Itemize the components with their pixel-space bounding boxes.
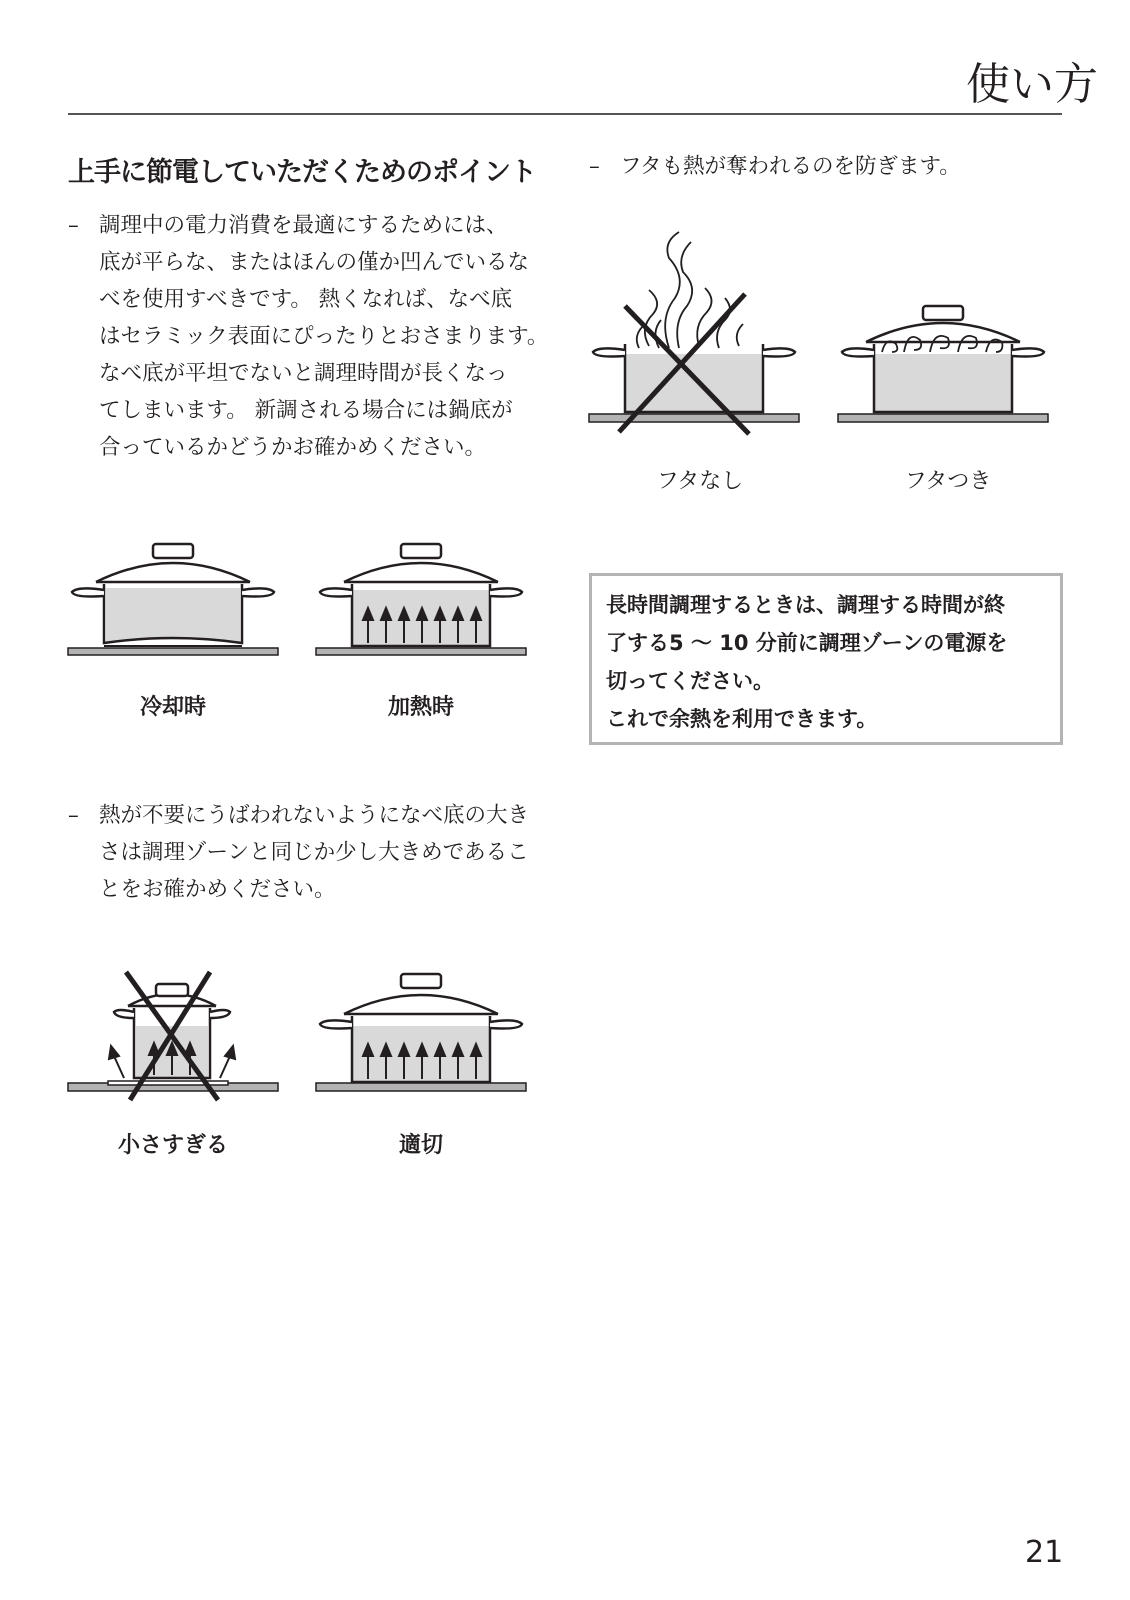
pot-cooling-figure (68, 548, 278, 668)
pot-with-lid-figure (838, 300, 1048, 430)
caption-cooling: 冷却時 (139, 695, 206, 720)
caption-with-lid: フタつき (904, 469, 992, 494)
section-title: 使い方 (966, 59, 1098, 110)
bullet-line: とをお確かめください。 (99, 877, 336, 902)
caption-heating: 加熱時 (387, 695, 454, 720)
bullet-line: はセラミック表面にぴったりとおさまります。 (99, 324, 549, 349)
caption-proper: 適切 (398, 1133, 443, 1158)
bullet-dash: – (68, 213, 79, 238)
note-line: これで余熱を利用できます。 (606, 707, 878, 731)
note-line: 長時間調理するときは、調理する時間が終 (606, 593, 1005, 617)
header-divider (68, 113, 1062, 115)
caption-too-small: 小さすぎる (117, 1133, 228, 1158)
bullet-line: なべ底が平坦でないと調理時間が長くなっ (99, 361, 508, 386)
bullet-line: 底が平らな、またはほんの僅か凹んでいるな (99, 250, 530, 275)
note-line: 了する5 ～ 10 分前に調理ゾーンの電源を (606, 631, 1008, 655)
caption-no-lid: フタなし (656, 469, 744, 494)
pot-too-small-figure (68, 978, 278, 1108)
pot-heating-figure (316, 548, 526, 668)
bullet-line: フタも熱が奪われるのを防ぎます。 (620, 154, 961, 179)
bullet-dash: – (68, 803, 79, 828)
residual-heat-note (589, 573, 1063, 745)
bullet-line: てしまいます。 新調される場合には鍋底が (99, 398, 513, 423)
bullet-dash: – (589, 154, 600, 179)
heat-arrows (109, 1043, 235, 1078)
pot-no-lid-figure (589, 228, 799, 448)
note-line: 切ってください。 (606, 669, 774, 693)
bullet-line: 熱が不要にうばわれないようになべ底の大き (99, 803, 530, 828)
steam-icon (637, 232, 743, 348)
bullet-line: 合っているかどうかお確かめください。 (99, 435, 487, 460)
bullet-line: 調理中の電力消費を最適にするためには、 (99, 213, 508, 238)
bullet-line: さは調理ゾーンと同じか少し大きめであるこ (99, 840, 529, 865)
page-heading: 上手に節電していただくためのポイント (68, 157, 536, 188)
pot-proper-figure (316, 978, 526, 1108)
bullet-line: べを使用すべきです。 熱くなれば、なべ底 (99, 287, 513, 312)
page-number: 21 (1025, 1535, 1064, 1570)
